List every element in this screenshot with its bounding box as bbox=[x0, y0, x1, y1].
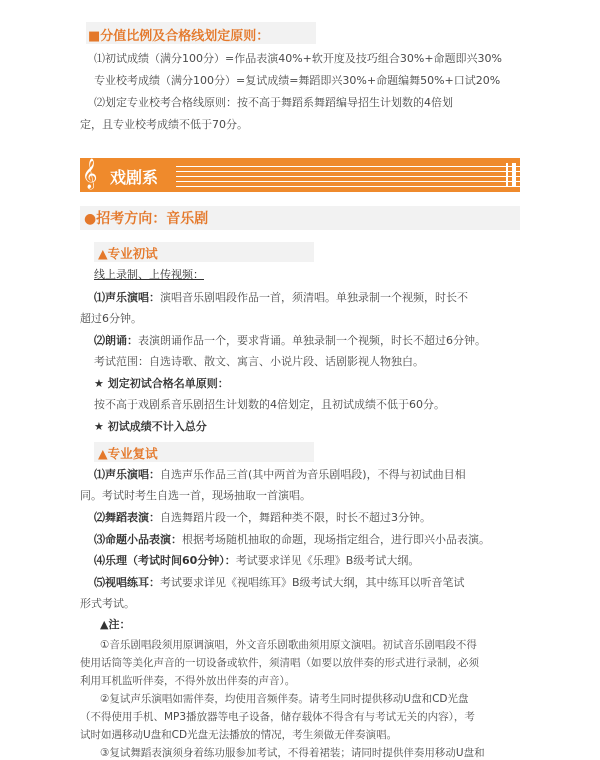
score-ratio-header: ■分值比例及合格线划定原则： bbox=[88, 29, 270, 44]
text-line: ⑴初试成绩（满分100分）=作品表演40%+软开度及技巧组合30%+命题即兴30% bbox=[94, 52, 502, 65]
barline bbox=[512, 163, 516, 187]
item-text: 演唱音乐剧唱段作品一首，须清唱。单独录制一个视频，时长不 bbox=[160, 291, 468, 304]
item-label: ⑸视唱练耳： bbox=[94, 576, 160, 589]
note-line: 使用话筒等美化声音的一切设备或软件，须清唱（如要以放伴奏的形式进行录制，必须 bbox=[80, 657, 479, 669]
text-line bbox=[94, 509, 431, 525]
note-line: ①音乐剧唱段须用原调演唱，外文音乐剧歌曲须用原文演唱。初试音乐剧唱段不得 bbox=[100, 639, 477, 651]
note-line: 利用耳机监听伴奏，不得外放出伴奏的声音）。 bbox=[80, 675, 296, 687]
item-text: 考试要求详见《乐理》B级考试大纲。 bbox=[235, 554, 420, 567]
item-text: 自选声乐作品三首(其中两首为音乐剧唱段)，不得与初试曲目相 bbox=[160, 468, 466, 481]
text-line: ★ 划定初试合格名单原则： bbox=[94, 377, 229, 390]
text-line: 超过6分钟。 bbox=[80, 312, 142, 325]
note-line: 试时如遇移动U盘和CD光盘无法播放的情况，考生须做无伴奏演唱。 bbox=[80, 729, 398, 741]
item-label: ⑴声乐演唱： bbox=[94, 468, 160, 481]
text-line bbox=[94, 332, 486, 348]
direction-title: ●招考方向：音乐剧 bbox=[84, 211, 209, 227]
text-line: 定，且专业校考成绩不低于70分。 bbox=[80, 118, 248, 131]
treble-clef-icon: 𝄞 bbox=[82, 159, 98, 189]
text-line bbox=[94, 466, 466, 482]
note-line: ③复试舞蹈表演须身着练功服参加考试，不得着裙装；请同时提供伴奏用移动U盘和 bbox=[100, 747, 485, 759]
item-label: ⑶命题小品表演： bbox=[94, 533, 182, 546]
note-title: ▲注： bbox=[100, 618, 131, 631]
item-text: 自选舞蹈片段一个，舞蹈种类不限，时长不超过3分钟。 bbox=[160, 511, 431, 524]
item-text: 表演朗诵作品一个，要求背诵。单独录制一个视频，时长不超过6分钟。 bbox=[138, 334, 486, 347]
text-line bbox=[94, 574, 465, 590]
item-label: ⑷乐理（考试时间60分钟）： bbox=[94, 554, 236, 567]
staff-line bbox=[176, 176, 596, 177]
text-line: 形式考试。 bbox=[80, 597, 135, 610]
item-label: ⑵舞蹈表演： bbox=[94, 511, 160, 524]
text-line: 同。考试时考生自选一首，现场抽取一首演唱。 bbox=[80, 489, 311, 502]
staff-line bbox=[176, 181, 596, 182]
note-line: ②复试声乐演唱如需伴奏，均使用音频伴奏。请考生同时提供移动U盘和CD光盘 bbox=[100, 693, 469, 705]
item-text: 根据考场随机抽取的命题，现场指定组合，进行即兴小品表演。 bbox=[182, 533, 490, 546]
text-line: ★ 初试成绩不计入总分 bbox=[94, 420, 207, 433]
text-line bbox=[94, 531, 490, 547]
department-banner bbox=[80, 158, 520, 192]
section-retest-title: ▲专业复试 bbox=[98, 446, 158, 461]
department-title: 戏剧系 bbox=[110, 168, 159, 187]
item-text: 考试要求详见《视唱练耳》B级考试大纲，其中练耳以听音笔试 bbox=[160, 576, 465, 589]
note-line: （不得使用手机、MP3播放器等电子设备，储存载体不得含有与考试无关的内容），考 bbox=[80, 711, 475, 723]
online-label: 线上录制、上传视频： bbox=[94, 268, 204, 281]
staff-line bbox=[176, 171, 596, 172]
text-line: 按不高于戏剧系音乐剧招生计划数的4倍划定，且初试成绩不低于60分。 bbox=[94, 398, 445, 411]
text-line: 专业校考成绩（满分100分）=复试成绩=舞蹈即兴30%+命题编舞50%+口试20% bbox=[94, 74, 501, 87]
text-line bbox=[94, 289, 468, 305]
staff-line bbox=[176, 186, 596, 187]
text-line bbox=[94, 552, 419, 568]
item-label: ⑵朗诵： bbox=[94, 334, 138, 347]
section-prelim-title: ▲专业初试 bbox=[98, 246, 158, 261]
barline bbox=[506, 163, 508, 187]
staff-line bbox=[176, 166, 596, 167]
item-label: ⑴声乐演唱： bbox=[94, 291, 160, 304]
text-line: 考试范围：自选诗歌、散文、寓言、小说片段、话剧影视人物独白。 bbox=[94, 355, 424, 368]
text-line: ⑵划定专业校考合格线原则：按不高于舞蹈系舞蹈编导招生计划数的4倍划 bbox=[94, 96, 453, 109]
